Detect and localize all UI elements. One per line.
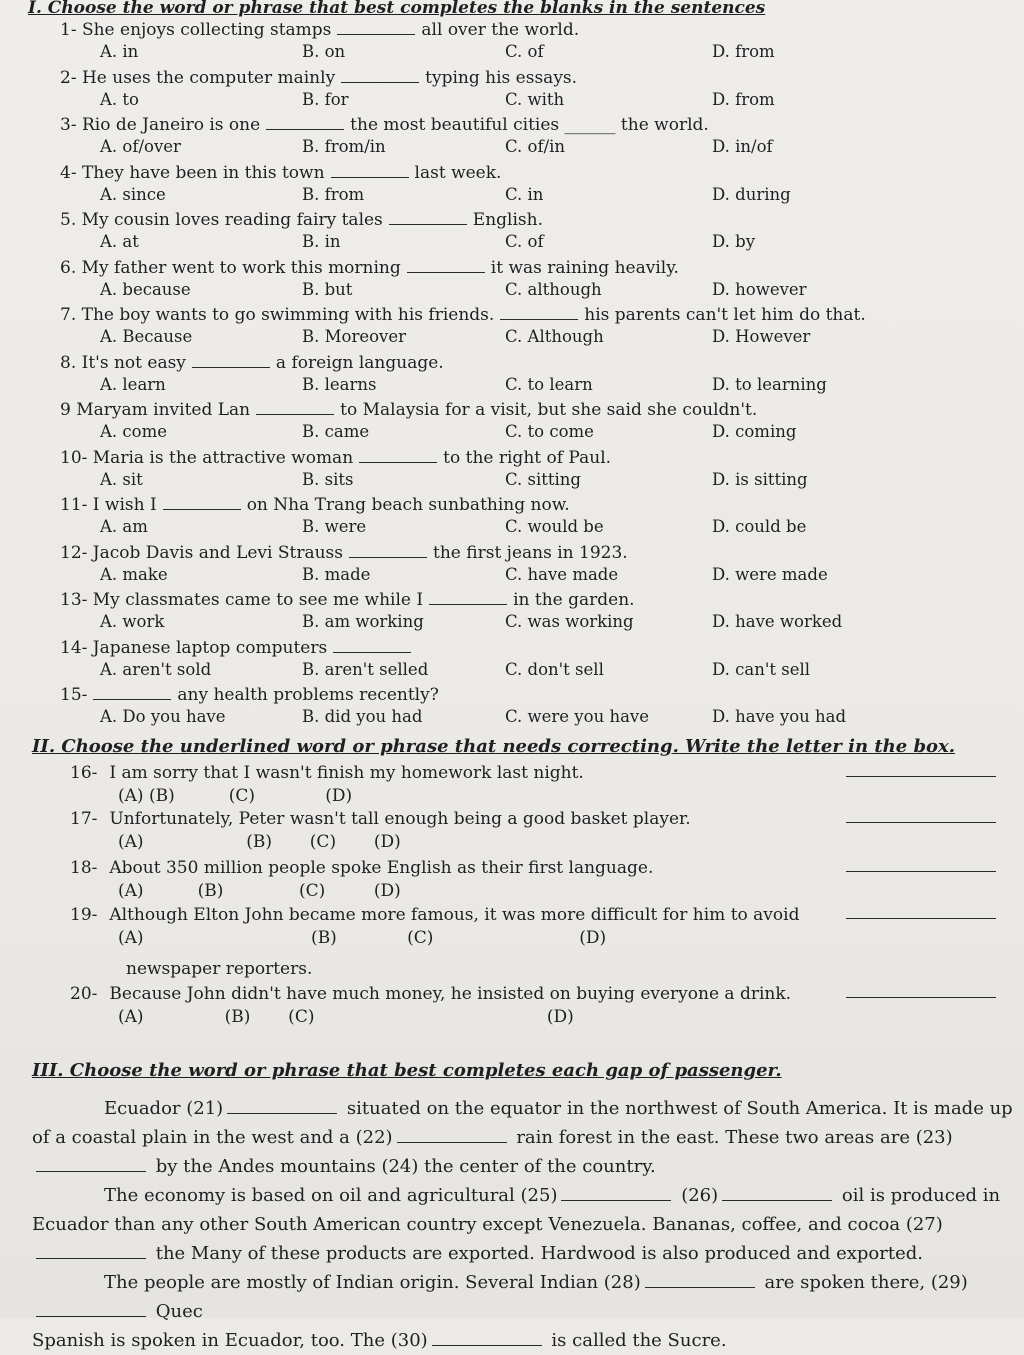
question-stem: 14- Japanese laptop computers — [60, 636, 417, 659]
gap-27[interactable] — [36, 1242, 146, 1259]
option-a[interactable]: A. at — [100, 232, 139, 251]
question-stem: 10- Maria is the attractive woman to the right of Paul. — [60, 447, 612, 468]
option-b[interactable]: B. in — [302, 232, 341, 251]
question-row — [0, 208, 1024, 256]
passage-paragraph-2: The economy is based on oil and agricultural (25) (26) oil is produced in Ecuador than any other South American country except Venezuela. Bananas, coffee, and cocoa (27) the Many of these products are exported. Hardwood is also produced and exported. — [32, 1185, 1001, 1264]
section-3-title: III. Choose the word or phrase that best completes each gap of passenger. — [32, 1060, 782, 1081]
option-b[interactable]: B. were — [302, 517, 367, 536]
option-b[interactable]: B. from — [302, 184, 365, 204]
option-a[interactable]: A. of/over — [100, 137, 181, 156]
option-c[interactable]: C. to come — [505, 422, 594, 441]
question-row — [0, 256, 1024, 304]
answer-blank[interactable] — [93, 683, 171, 700]
question-stem: 6. My father went to work this morning it was raining heavily. — [60, 257, 679, 278]
question-row — [0, 161, 1024, 209]
option-letters: (A) (B) (C) (D) — [118, 1007, 574, 1027]
gap-21[interactable] — [227, 1097, 337, 1114]
answer-box[interactable] — [846, 822, 996, 823]
question-stem: 11- I wish I on Nha Trang beach sunbathing now. — [60, 495, 570, 515]
question-row — [0, 66, 1024, 114]
option-a[interactable]: A. to — [100, 89, 139, 109]
option-a[interactable]: A. aren't sold — [100, 659, 212, 679]
question-row — [0, 588, 1024, 636]
gap-30[interactable] — [432, 1329, 542, 1346]
answer-box[interactable] — [846, 918, 996, 919]
option-b[interactable]: B. Moreover — [302, 327, 407, 346]
question-stem: 12- Jacob Davis and Levi Strauss the first jeans in 1923. — [60, 542, 628, 563]
question-row — [0, 303, 1024, 351]
option-d[interactable]: D. however — [712, 279, 807, 299]
question-stem: 3- Rio de Janeiro is one the most beautiful cities ______ the world. — [60, 115, 709, 135]
question-row — [0, 398, 1024, 446]
answer-blank[interactable] — [337, 18, 415, 35]
option-b[interactable]: B. for — [302, 89, 349, 109]
option-b[interactable]: B. from/in — [302, 137, 386, 156]
error-item — [0, 808, 1024, 858]
option-d[interactable]: D. by — [712, 232, 756, 251]
question-stem: 2- He uses the computer mainly typing his essays. — [60, 67, 578, 88]
option-c[interactable]: C. sitting — [505, 469, 581, 489]
answer-blank[interactable] — [429, 588, 507, 605]
option-d[interactable]: D. during — [712, 184, 791, 204]
option-d[interactable]: D. have you had — [712, 707, 847, 726]
option-a[interactable]: A. learn — [100, 374, 166, 394]
option-b[interactable]: B. but — [302, 279, 353, 299]
option-b[interactable]: B. learns — [302, 374, 377, 394]
option-c[interactable]: C. don't sell — [505, 659, 604, 679]
answer-blank[interactable] — [333, 636, 411, 653]
error-item — [0, 762, 1024, 812]
question-row — [0, 636, 1024, 684]
option-a[interactable]: A. Do you have — [100, 707, 226, 726]
answer-blank[interactable] — [331, 161, 409, 178]
option-b[interactable]: B. aren't selled — [302, 659, 429, 679]
gap-26[interactable] — [722, 1184, 832, 1201]
passage-paragraph-4: Spanish is spoken in Ecuador, too. The (30) is called the Sucre. — [32, 1330, 727, 1351]
option-d[interactable]: D. in/of — [712, 137, 773, 156]
question-row — [0, 446, 1024, 494]
option-a[interactable]: A. come — [100, 422, 167, 441]
answer-blank[interactable] — [500, 303, 578, 320]
option-c[interactable]: C. of/in — [505, 137, 566, 156]
option-c[interactable]: C. with — [505, 89, 565, 109]
option-a[interactable]: A. Because — [100, 327, 193, 346]
error-sentence: 16- I am sorry that I wasn't finish my homework last night. — [70, 763, 584, 783]
error-item — [0, 904, 1024, 954]
option-letters: (A) (B) (C) (D) — [118, 832, 401, 852]
option-letters: (A) (B) (C) (D) — [118, 928, 607, 948]
error-sentence: newspaper reporters. — [126, 959, 313, 979]
option-a[interactable]: A. since — [100, 184, 166, 204]
question-row — [0, 113, 1024, 161]
question-stem: 8. It's not easy a foreign language. — [60, 352, 444, 373]
option-c[interactable]: C. in — [505, 184, 544, 204]
section-2-title: II. Choose the underlined word or phrase that needs correcting. Write the letter in the box. — [32, 736, 956, 757]
question-stem: 1- She enjoys collecting stamps all over the world. — [60, 20, 580, 40]
passage-paragraph-1: Ecuador (21) situated on the equator in the northwest of South America. It is made up of a coastal plain in the west and a (22) rain forest in the east. These two areas are (23) by the Andes mountains (24) the center of the country. — [32, 1098, 1013, 1177]
question-row — [0, 493, 1024, 541]
question-stem: 4- They have been in this town last week. — [60, 162, 502, 183]
option-d[interactable]: D. have worked — [712, 612, 843, 631]
option-a[interactable]: A. make — [100, 564, 168, 584]
option-b[interactable]: B. am working — [302, 612, 424, 631]
error-item — [0, 983, 1024, 1033]
error-sentence: 18- About 350 million people spoke English as their first language. — [70, 858, 654, 878]
option-a[interactable]: A. sit — [100, 469, 143, 489]
option-b[interactable]: B. did you had — [302, 707, 423, 726]
option-d[interactable]: D. However — [712, 327, 811, 346]
error-sentence: 19- Although Elton John became more famous, it was more difficult for him to avoid — [70, 905, 800, 925]
option-c[interactable]: C. Although — [505, 327, 604, 346]
option-d[interactable]: D. from — [712, 42, 775, 61]
option-a[interactable]: A. because — [100, 279, 191, 299]
question-stem: 7. The boy wants to go swimming with his friends. his parents can't let him do that. — [60, 305, 866, 325]
answer-box[interactable] — [846, 776, 996, 777]
option-c[interactable]: C. of — [505, 232, 544, 251]
option-a[interactable]: A. in — [100, 42, 139, 61]
option-c[interactable]: C. to learn — [505, 374, 593, 394]
question-stem: 9 Maryam invited Lan to Malaysia for a visit, but she said she couldn't. — [60, 400, 758, 420]
option-c[interactable]: C. would be — [505, 517, 604, 536]
option-d[interactable]: D. from — [712, 89, 775, 109]
gap-22[interactable] — [397, 1126, 507, 1143]
option-letters: (A) (B) (C) (D) — [118, 786, 353, 806]
option-c[interactable]: C. although — [505, 279, 602, 299]
answer-blank[interactable] — [256, 398, 334, 415]
option-b[interactable]: B. sits — [302, 469, 354, 489]
answer-blank[interactable] — [349, 541, 427, 558]
answer-box[interactable] — [846, 997, 996, 998]
option-c[interactable]: C. of — [505, 42, 544, 61]
section-1-title: I. Choose the word or phrase that best completes the blanks in the sentences — [28, 0, 766, 18]
error-sentence: 17- Unfortunately, Peter wasn't tall enough being a good basket player. — [70, 809, 691, 829]
answer-blank[interactable] — [163, 493, 241, 510]
question-row — [0, 351, 1024, 399]
answer-blank[interactable] — [359, 446, 437, 463]
option-b[interactable]: B. came — [302, 422, 370, 441]
option-d[interactable]: D. coming — [712, 422, 797, 441]
answer-blank[interactable] — [192, 351, 270, 368]
question-row — [0, 18, 1024, 66]
answer-blank[interactable] — [266, 113, 344, 130]
error-item — [0, 857, 1024, 907]
option-d[interactable]: D. to learning — [712, 374, 827, 394]
option-b[interactable]: B. on — [302, 42, 346, 61]
option-c[interactable]: C. was working — [505, 612, 634, 631]
error-sentence: 20- Because John didn't have much money, he insisted on buying everyone a drink. — [70, 984, 792, 1004]
gap-29[interactable] — [36, 1300, 146, 1317]
question-stem: 15- any health problems recently? — [60, 685, 439, 705]
answer-box[interactable] — [846, 871, 996, 872]
reading-passage — [32, 1094, 1022, 1355]
option-c[interactable]: C. have made — [505, 564, 619, 584]
option-d[interactable]: D. could be — [712, 517, 807, 536]
question-row — [0, 683, 1024, 731]
answer-blank[interactable] — [389, 208, 467, 225]
option-c[interactable]: C. were you have — [505, 707, 649, 726]
question-stem: 5. My cousin loves reading fairy tales English. — [60, 210, 543, 230]
question-row — [0, 541, 1024, 589]
option-d[interactable]: D. is sitting — [712, 469, 808, 489]
gap-28[interactable] — [645, 1271, 755, 1288]
answer-blank[interactable] — [407, 256, 485, 273]
option-a[interactable]: A. am — [100, 517, 148, 536]
passage-paragraph-3: The people are mostly of Indian origin. Several Indian (28) are spoken there, (29) Quec — [32, 1268, 1022, 1326]
option-a[interactable]: A. work — [100, 612, 165, 631]
gap-25[interactable] — [561, 1184, 671, 1201]
option-d[interactable]: D. were made — [712, 564, 828, 584]
answer-blank[interactable] — [341, 66, 419, 83]
option-b[interactable]: B. made — [302, 564, 371, 584]
question-stem: 13- My classmates came to see me while I in the garden. — [60, 590, 635, 610]
gap-23[interactable] — [36, 1155, 146, 1172]
option-d[interactable]: D. can't sell — [712, 659, 811, 679]
option-letters: (A) (B) (C) (D) — [118, 881, 401, 901]
